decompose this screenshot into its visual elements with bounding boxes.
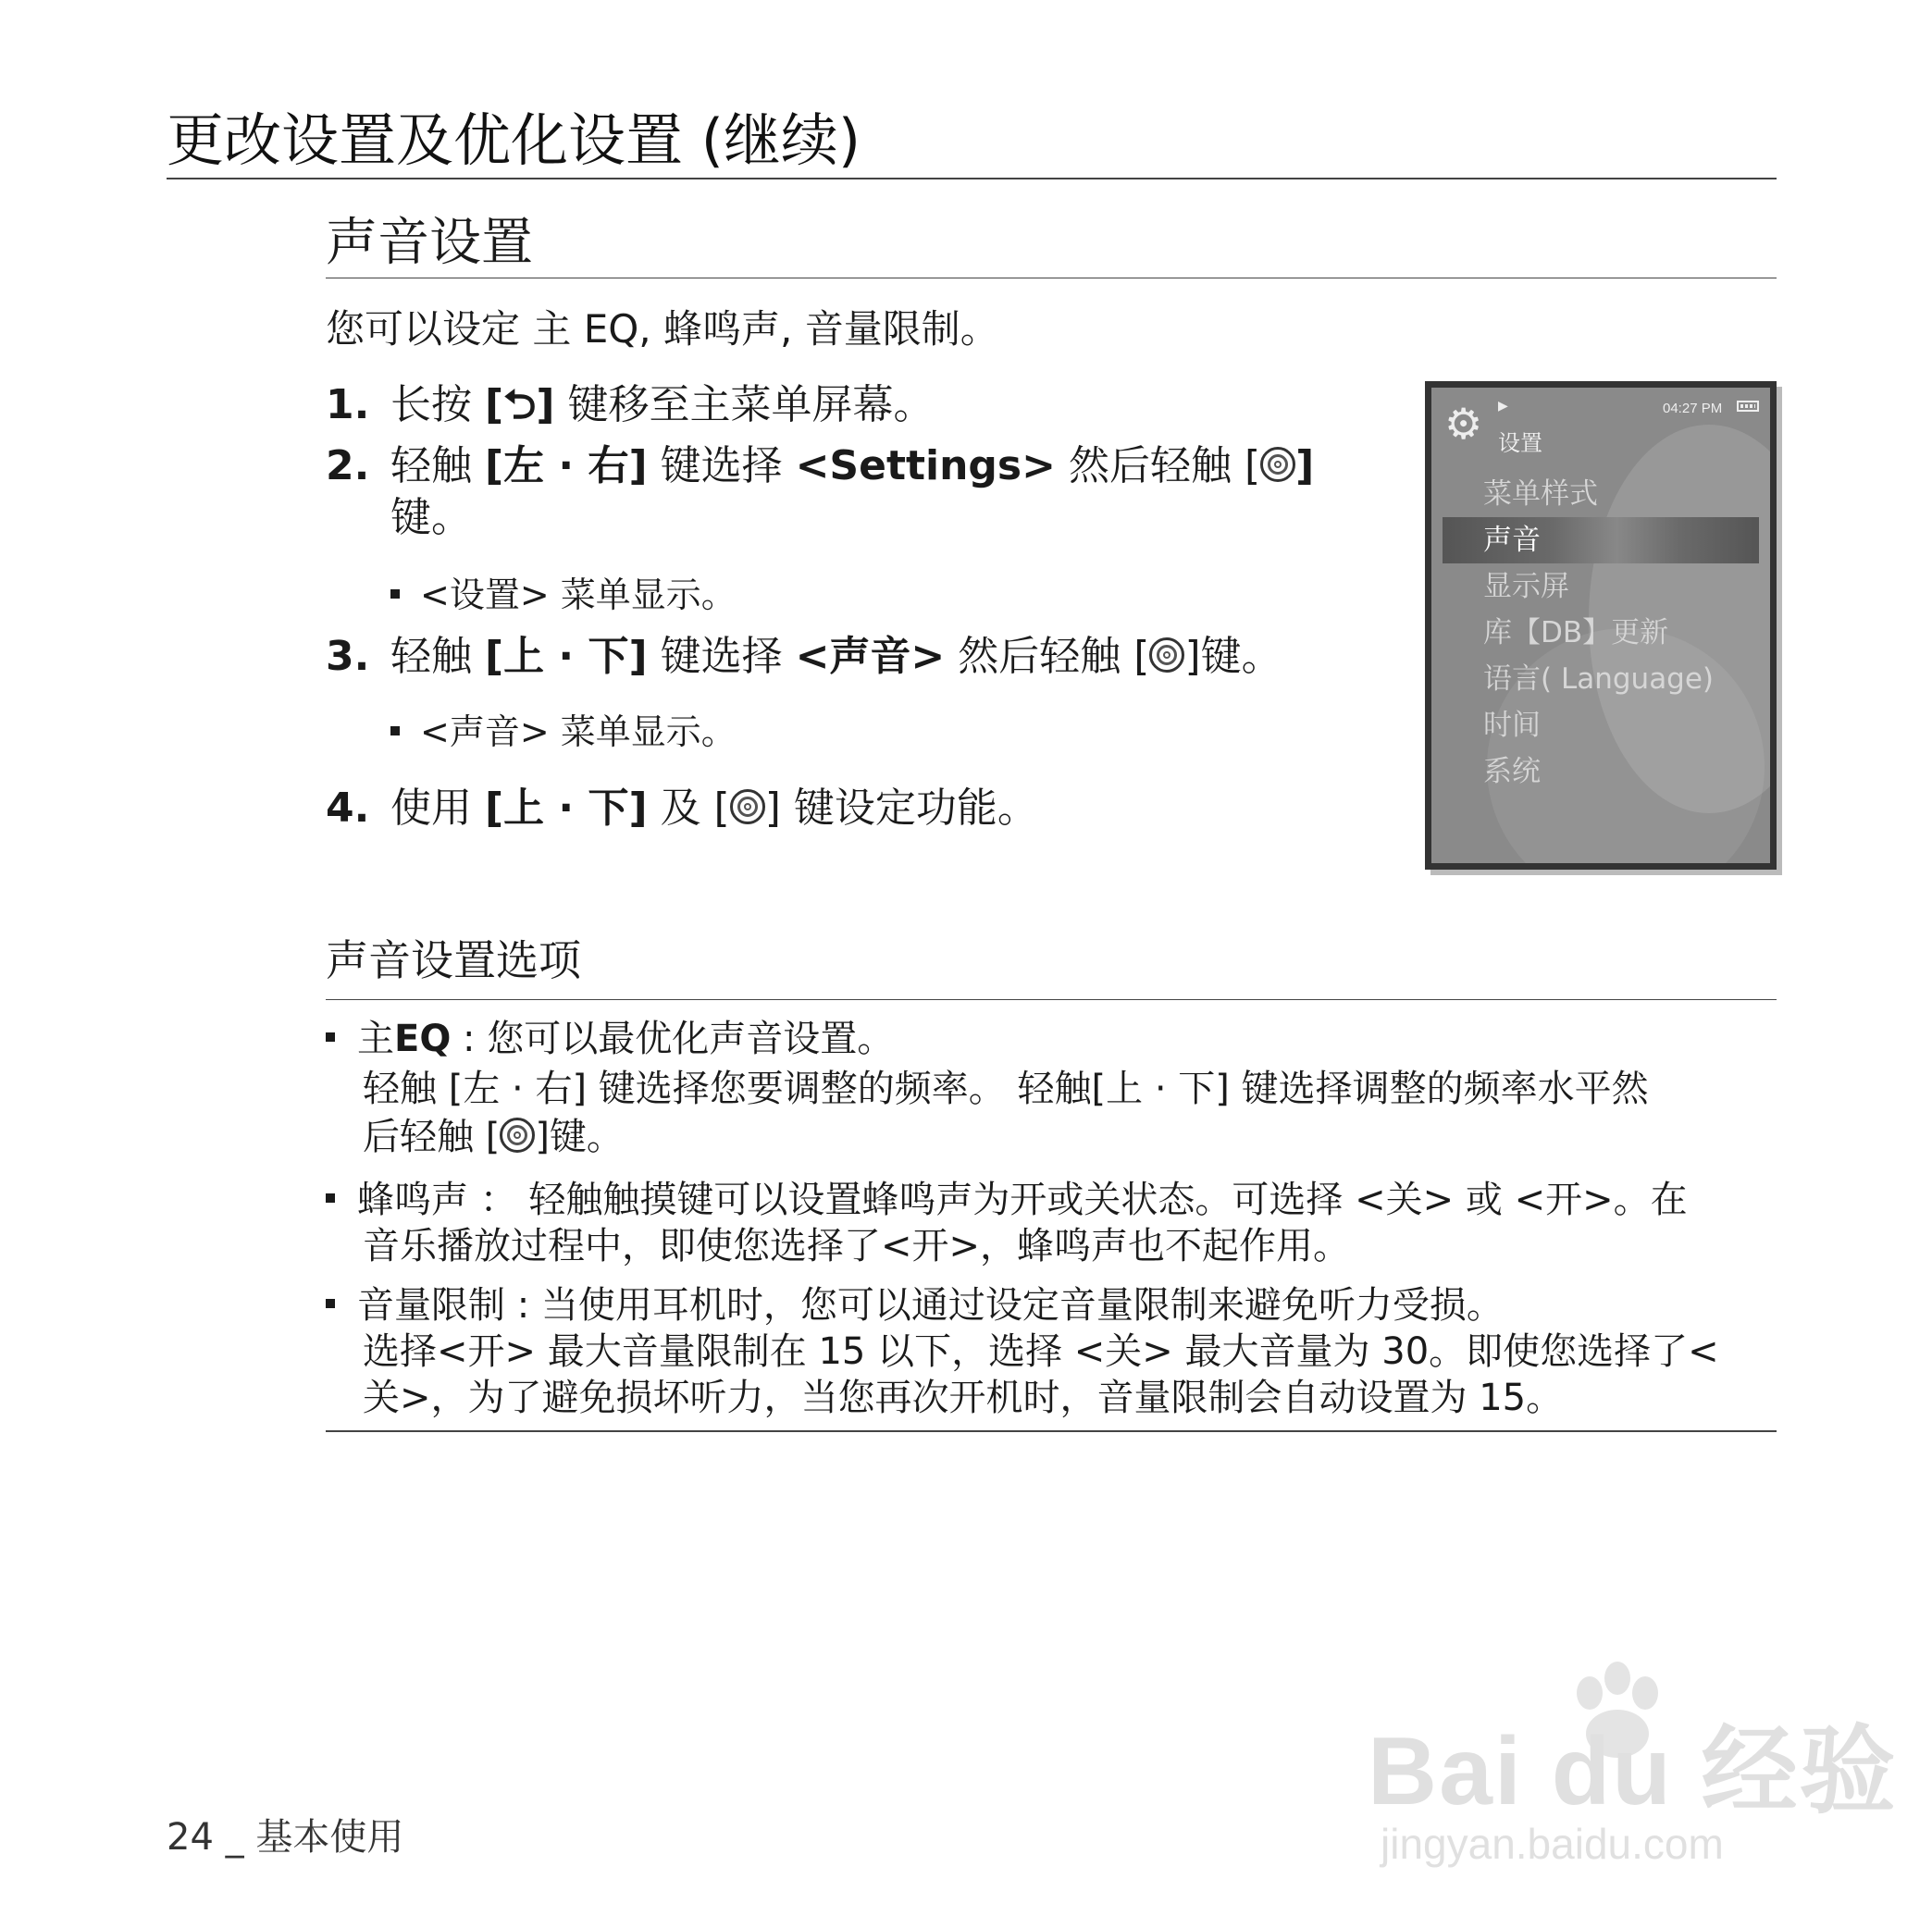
- page-title: 更改设置及优化设置 (继续): [167, 106, 861, 174]
- step-text: 键选择: [647, 442, 796, 489]
- options-rule: [326, 999, 1777, 1000]
- back-key: [⮌]: [485, 381, 555, 428]
- sound-label: <声音>: [795, 633, 946, 680]
- step-number: 4.: [326, 785, 370, 832]
- step-text: 键移至主菜单屏幕。: [554, 381, 935, 428]
- select-key-icon: [1260, 447, 1295, 482]
- option-text: 音量限制 : 当使用耳机时，您可以通过设定音量限制来避免听力受损。: [357, 1284, 1504, 1327]
- step-text: 及 [: [647, 785, 730, 832]
- step-3: [326, 629, 1282, 685]
- play-icon: ▶: [1498, 399, 1508, 414]
- option-beep: [326, 1177, 1688, 1223]
- note-text: <设置> 菜单显示。: [420, 575, 737, 615]
- battery-icon: [1737, 401, 1759, 412]
- select-key-icon: [730, 789, 765, 824]
- option-eq: [326, 1016, 894, 1062]
- option-text: : 您可以最优化声音设置。: [451, 1018, 895, 1060]
- options-title: 声音设置选项: [326, 935, 581, 985]
- note-text: <声音> 菜单显示。: [420, 711, 737, 752]
- step-text: ]: [1295, 442, 1315, 489]
- step-text: 然后轻触 [: [945, 633, 1150, 680]
- options-bottom-rule: [326, 1430, 1777, 1432]
- step-text: 轻触: [390, 442, 485, 489]
- step-text: 轻触: [390, 633, 485, 680]
- step-number: 3.: [326, 633, 370, 680]
- step-text: 然后轻触 [: [1056, 442, 1261, 489]
- settings-menu: [1431, 471, 1770, 795]
- screen-header: 设置: [1498, 430, 1542, 456]
- option-label: 主: [357, 1018, 394, 1060]
- step-4: [326, 781, 1038, 836]
- step-2-note: [390, 572, 737, 618]
- step-text: 键选择: [647, 633, 796, 680]
- bullet-square-icon: [326, 1032, 335, 1042]
- option-text: ]键。: [535, 1116, 624, 1158]
- step-3-note: [390, 709, 737, 755]
- option-volume: [326, 1282, 1504, 1329]
- step-2-continued: 键。: [390, 494, 472, 541]
- menu-item-language[interactable]: 语言( Language): [1483, 662, 1715, 696]
- baidu-watermark: [1368, 1656, 1898, 1869]
- select-key-icon: [1149, 637, 1184, 673]
- watermark-url: jingyan.baidu.com: [1381, 1820, 1724, 1868]
- page-footer: 24 _ 基本使用: [167, 1816, 404, 1859]
- device-screen: [1425, 381, 1777, 870]
- bullet-square-icon: [390, 726, 400, 735]
- menu-item-system[interactable]: 系统: [1483, 755, 1541, 788]
- option-label-bold: EQ: [394, 1018, 452, 1060]
- watermark-brand: Bai du 经验: [1368, 1718, 1898, 1825]
- menu-item-menu-style[interactable]: 菜单样式: [1483, 477, 1598, 511]
- left-right-key: [左 · 右]: [485, 442, 648, 489]
- menu-item-db-update[interactable]: 库【DB】更新: [1483, 616, 1669, 649]
- menu-item-sound[interactable]: 声音: [1443, 517, 1759, 563]
- gear-icon: ⚙: [1444, 399, 1483, 449]
- up-down-key: [上 · 下]: [485, 785, 648, 832]
- title-rule: [167, 178, 1777, 179]
- option-eq-line: [363, 1114, 624, 1160]
- step-text: ]键。: [1184, 633, 1282, 680]
- bullet-square-icon: [326, 1299, 335, 1308]
- bullet-square-icon: [326, 1193, 335, 1203]
- bullet-square-icon: [390, 589, 400, 599]
- step-text: ] 键设定功能。: [764, 785, 1038, 832]
- option-text: 蜂鸣声 ： 轻触触摸键可以设置蜂鸣声为开或关状态。可选择 <关> 或 <开>。在: [357, 1179, 1688, 1221]
- step-text: 使用: [390, 785, 485, 832]
- step-1: [326, 377, 934, 433]
- step-2: [326, 439, 1314, 494]
- clock: 04:27 PM: [1663, 401, 1723, 416]
- option-beep-line: 音乐播放过程中，即使您选择了<开>，蜂鸣声也不起作用。: [363, 1225, 1351, 1267]
- step-number: 1.: [326, 381, 370, 428]
- settings-label: <Settings>: [795, 442, 1056, 489]
- option-volume-line: 选择<开> 最大音量限制在 15 以下，选择 <关> 最大音量为 30。即使您选择了<: [363, 1330, 1719, 1373]
- step-number: 2.: [326, 442, 370, 489]
- option-volume-line: 关>，为了避免损坏听力，当您再次开机时，音量限制会自动设置为 15。: [363, 1377, 1564, 1419]
- section-title: 声音设置: [326, 213, 533, 273]
- step-text: 长按: [390, 381, 485, 428]
- option-text: 后轻触 [: [363, 1116, 501, 1158]
- intro-text: 您可以设定 主 EQ, 蜂鸣声, 音量限制。: [326, 306, 999, 352]
- option-eq-line: 轻触 [左 · 右] 键选择您要调整的频率。 轻触[上 · 下] 键选择调整的频率水平然: [363, 1068, 1649, 1110]
- select-key-icon: [500, 1118, 535, 1153]
- menu-item-display[interactable]: 显示屏: [1483, 570, 1569, 603]
- up-down-key: [上 · 下]: [485, 633, 648, 680]
- menu-item-time[interactable]: 时间: [1483, 709, 1541, 742]
